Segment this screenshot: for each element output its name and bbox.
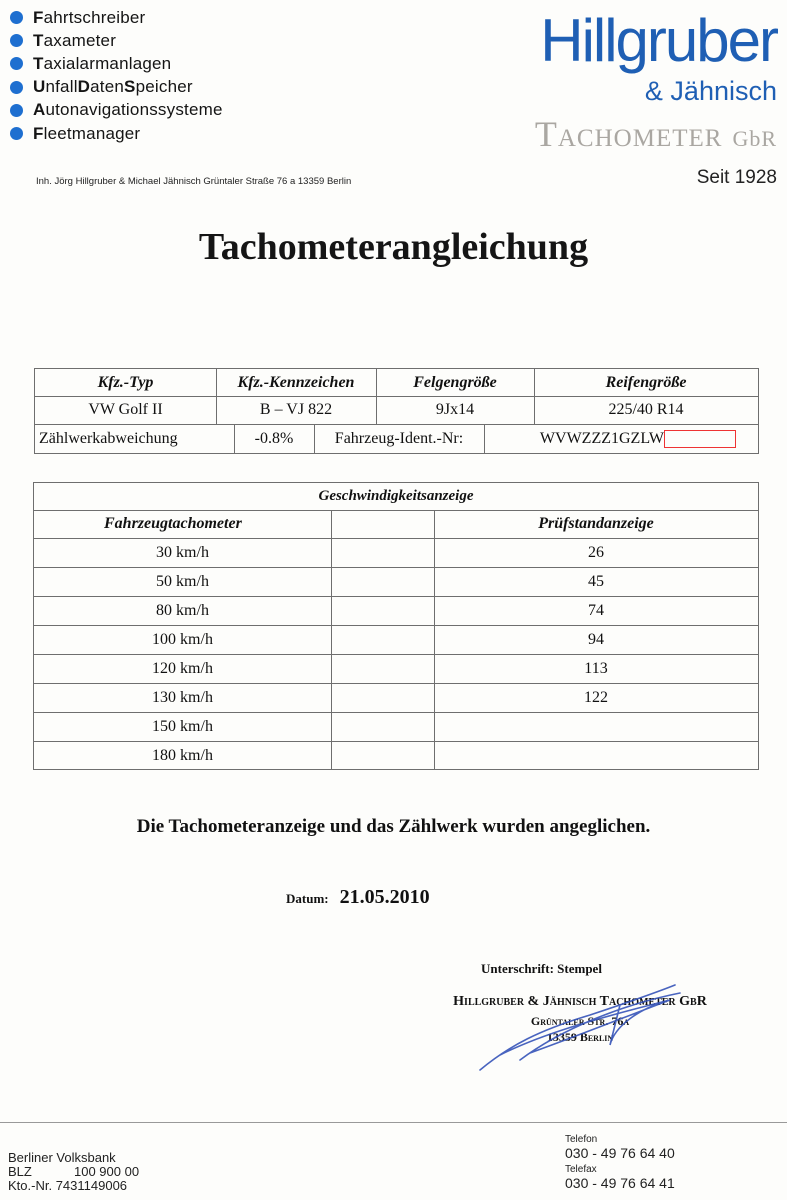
test-bench-value: 113	[584, 659, 608, 677]
deviation-label: Zählwerkabweichung	[39, 430, 178, 447]
speed-value: 130 km/h	[152, 688, 213, 706]
test-bench-value	[434, 741, 758, 770]
header-license-plate: Kfz.-Kennzeichen	[237, 373, 355, 391]
logo-line-3: Tachometer GbR	[534, 114, 777, 154]
tire-size-value: 225/40 R14	[608, 401, 684, 418]
fax-label: Telefax	[565, 1164, 597, 1175]
header-vehicle-type: Kfz.-Typ	[97, 373, 154, 391]
service-item: T axialarmanlagen	[10, 52, 223, 75]
date-line	[286, 886, 430, 909]
service-item: F leetmanager	[10, 122, 223, 145]
speed-value: 30 km/h	[156, 543, 209, 561]
bullet-icon	[10, 11, 23, 24]
vin-label: Fahrzeug-Ident.-Nr:	[334, 430, 464, 447]
service-item: U nfall D aten S peicher	[10, 76, 223, 99]
vin-redaction-box	[664, 430, 736, 448]
stamp-line-1: Hillgruber & Jähnisch Tachometer GbR	[453, 994, 707, 1009]
test-bench-value: 45	[588, 572, 604, 590]
speed-value: 80 km/h	[156, 601, 209, 619]
blz-label: BLZ	[8, 1164, 32, 1179]
fax-value: 030 - 49 76 64 41	[565, 1175, 675, 1191]
logo-line-1: Hillgruber	[540, 7, 777, 74]
phone-label: Telefon	[565, 1134, 598, 1145]
founded-year: Seit 1928	[696, 167, 777, 188]
services-list	[10, 6, 223, 145]
test-bench-value: 94	[588, 630, 604, 648]
footer-divider	[0, 1122, 787, 1123]
date-label: Datum:	[286, 891, 329, 906]
header-vehicle-tachometer: Fahrzeugtachometer	[104, 515, 242, 532]
speed-value: 100 km/h	[152, 630, 213, 648]
date-value: 21.05.2010	[339, 886, 430, 908]
bullet-icon	[10, 81, 23, 94]
blz-value: 100 900 00	[74, 1164, 140, 1179]
logo-line-2: & Jähnisch	[644, 76, 777, 106]
phone-value: 030 - 49 76 64 40	[565, 1145, 675, 1161]
speed-value: 150 km/h	[152, 717, 213, 735]
service-item: F ahrtschreiber	[10, 6, 223, 29]
header-rim-size: Felgengröße	[413, 373, 497, 391]
bullet-icon	[10, 127, 23, 140]
header-test-bench: Prüfstandanzeige	[538, 515, 654, 532]
logo-suffix: GbR	[732, 126, 777, 151]
test-bench-value	[434, 712, 758, 741]
bank-details	[8, 1151, 139, 1193]
kto-label: Kto.-Nr.	[8, 1178, 53, 1193]
stamp-line-2: Grüntaler Str. 76a	[530, 1014, 630, 1028]
handwritten-signature	[470, 975, 690, 1075]
page-title: Tachometerangleichung	[198, 226, 589, 268]
deviation-value: -0.8%	[254, 430, 294, 447]
vehicle-type-value: VW Golf II	[88, 401, 163, 418]
kto-value: 7431149006	[55, 1178, 128, 1193]
speed-table	[33, 482, 759, 770]
bullet-icon	[10, 34, 23, 47]
speed-table-title: Geschwindigkeitsanzeige	[318, 488, 474, 504]
company-logo	[467, 7, 777, 155]
stamp-line-3: 13359 Berlin	[546, 1030, 614, 1044]
service-item: A utonavigationssysteme	[10, 99, 223, 122]
owner-address: Inh. Jörg Hillgruber & Michael Jähnisch Grüntaler Straße 76 a 13359 Berlin	[36, 176, 352, 187]
signature-label: Unterschrift: Stempel	[481, 961, 602, 976]
service-item: T axameter	[10, 29, 223, 52]
speed-value: 120 km/h	[152, 659, 213, 677]
bullet-icon	[10, 104, 23, 117]
speed-value: 180 km/h	[152, 746, 213, 764]
confirmation-text: Die Tachometeranzeige und das Zählwerk wurden angeglichen.	[136, 816, 651, 837]
rim-size-value: 9Jx14	[435, 401, 475, 418]
test-bench-value: 122	[584, 688, 608, 706]
vehicle-table	[34, 368, 759, 454]
bank-name: Berliner Volksbank	[8, 1150, 116, 1165]
test-bench-value: 74	[588, 601, 604, 619]
header-tire-size: Reifengröße	[605, 373, 687, 391]
test-bench-value: 26	[588, 543, 604, 561]
contact-details	[565, 1134, 675, 1194]
speed-value: 50 km/h	[156, 572, 209, 590]
vin-value: WVWZZZ1GZLW	[539, 430, 664, 447]
license-plate-value: B – VJ 822	[259, 401, 333, 418]
bullet-icon	[10, 57, 23, 70]
